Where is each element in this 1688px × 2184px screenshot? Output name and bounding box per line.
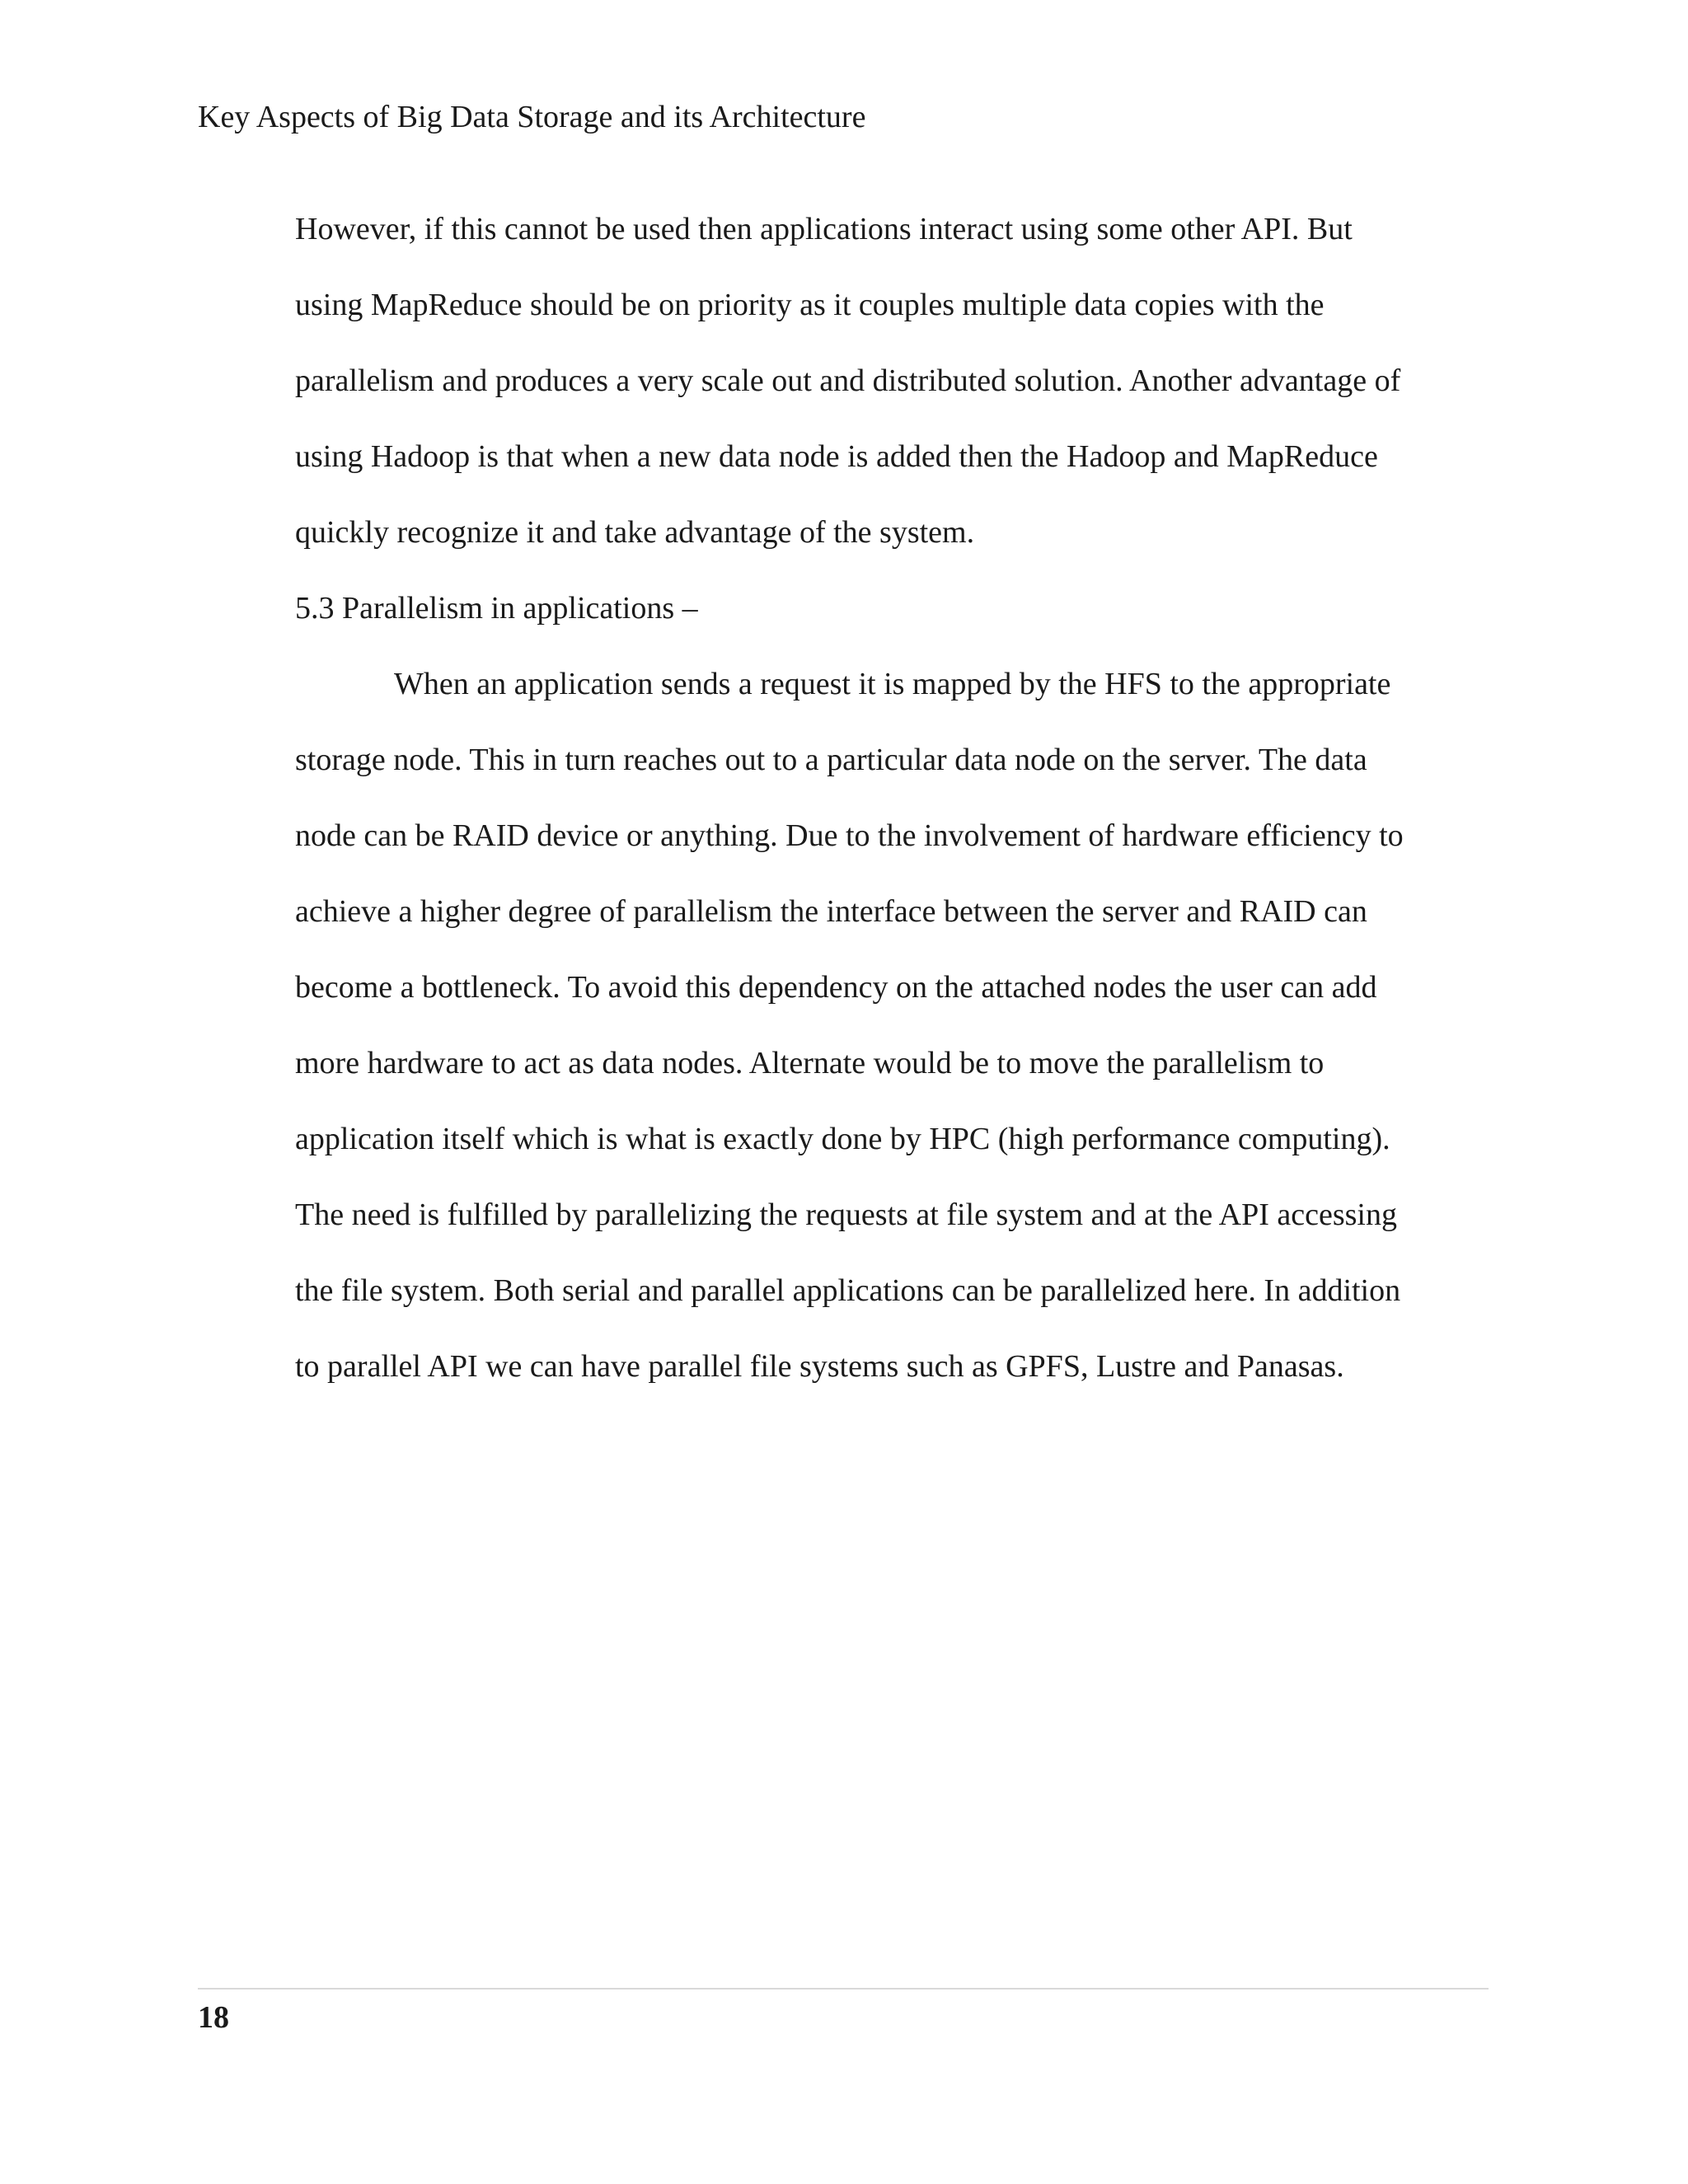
text-line: to parallel API we can have parallel file systems such as GPFS, Lustre and Panasas. [295,1349,1344,1384]
footer-divider [198,1988,1489,1990]
text-line: When an application sends a request it is mapped by the HFS to the appropriate [394,667,1391,701]
page-number: 18 [198,2000,229,2035]
text-line: become a bottleneck. To avoid this dependency on the attached nodes the user can add [295,970,1377,1005]
text-line: parallelism and produces a very scale out and distributed solution. Another advantage of [295,363,1401,398]
text-line: node can be RAID device or anything. Due to the involvement of hardware efficiency to [295,818,1404,853]
text-line: the file system. Both serial and parallel applications can be parallelized here. In addition [295,1273,1401,1308]
section-heading-text: 5.3 Parallelism in applications – [295,591,698,626]
text-line: using Hadoop is that when a new data node is added then the Hadoop and MapReduce [295,439,1378,474]
text-line: The need is fulfilled by parallelizing the requests at file system and at the API accessing [295,1197,1397,1232]
text-line: quickly recognize it and take advantage of the system. [295,515,975,550]
text-line: application itself which is what is exactly done by HPC (high performance computing). [295,1122,1390,1156]
text-line: achieve a higher degree of parallelism the interface between the server and RAID can [295,894,1367,929]
section-heading [295,570,1490,646]
text-line: However, if this cannot be used then applications interact using some other API. But [295,212,1353,246]
paragraph-intro [295,191,1490,570]
text-line: storage node. This in turn reaches out to a particular data node on the server. The data [295,743,1367,777]
text-line: using MapReduce should be on priority as it couples multiple data copies with the [295,288,1325,322]
running-header: Key Aspects of Big Data Storage and its Architecture [198,100,866,134]
text-line: more hardware to act as data nodes. Alternate would be to move the parallelism to [295,1046,1325,1080]
paragraph-parallelism [295,646,1490,1404]
